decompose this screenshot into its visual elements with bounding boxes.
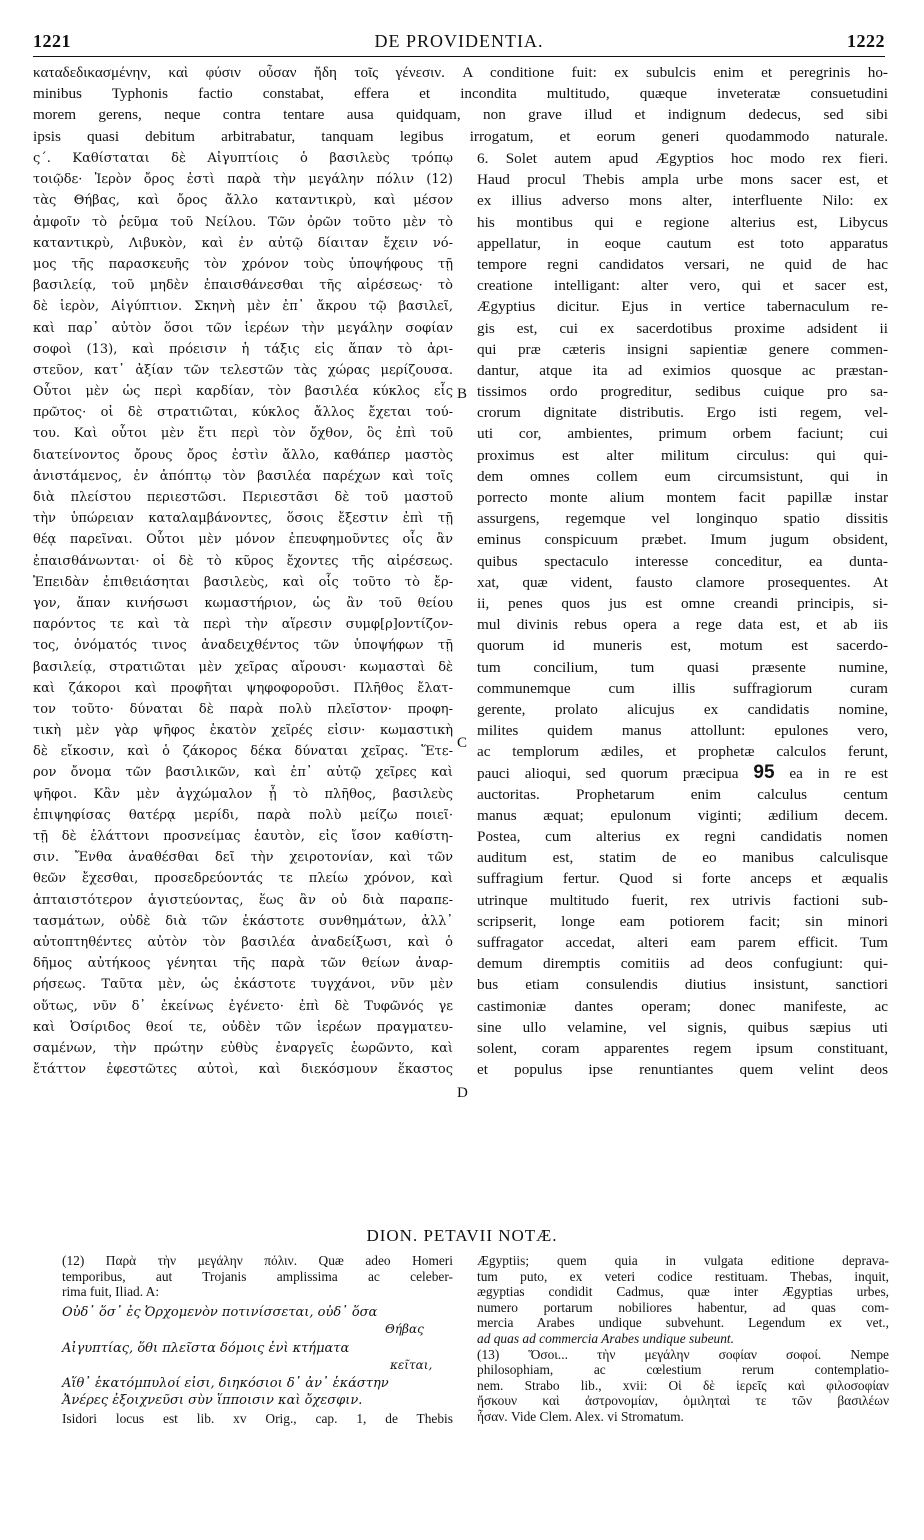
note-line: temporibus, aut Trojanis amplissima ac celeber- <box>62 1268 453 1284</box>
latin-line: mul divinis rebus opera a rege data est, et ab iis <box>477 616 888 634</box>
latin-line: suffragator accedat, alteri eam parem efficit. Tum <box>477 933 888 951</box>
latin-column <box>477 148 888 1080</box>
greek-line: δὲ ἱερὸν, Αἰγύπτιον. Σκηνὴ μὲν ἐπ᾽ ἄκρου τῷ βασιλεῖ, <box>33 299 453 315</box>
note-line: tum puto, ex veteri codice restituam. Thebas, inquit, <box>477 1268 889 1284</box>
latin-line: qui præ cæteris insigni sapientiæ genere commen- <box>477 340 888 358</box>
greek-line: ρον ὄνομα τῶν βασιλικῶν, καὶ ἐπ᾽ αὐτῷ χεῖρες καὶ <box>33 765 453 781</box>
page-header <box>33 31 885 55</box>
greek-line: τὴν ὑπώρειαν καταλαμβάνοντες, ὅσοις ἔξεστιν ἐπὶ τῇ <box>33 511 453 527</box>
note-line: ἤσκουν καὶ ἀστρονομίαν, ὁμιληταὶ τε τῶν βασιλέων <box>477 1393 889 1409</box>
greek-line: οὕτως, νῦν δ᾽ ἐκείνως ἐγένετο· ἐπὶ δὲ Τυφῶνός γε <box>33 998 453 1014</box>
greek-line: ἔτάττον ἐφεστῶτες αὐτοὶ, καὶ διεκόσμουν ἕκαστος <box>33 1062 453 1078</box>
running-title: DE PROVIDENTIA. <box>374 31 544 51</box>
greek-line: ψῆφοι. Κἂν μὲν ἀγχώμαλον ᾖ τὸ πλῆθος, βασιλεὺς <box>33 786 453 802</box>
latin-line: tum concilium, tum quasi præsente numine, <box>477 658 888 676</box>
note-line: Isidori locus est lib. xv Orig., cap. 1, de Thebis <box>62 1411 453 1426</box>
greek-line: σαμένων, τὴν πρώτην εὐθὺς ἐναργεῖς ἑωρῶντο, καὶ <box>33 1040 453 1056</box>
latin-line-tail: ea in re est <box>789 765 888 783</box>
notes-left-column <box>62 1253 453 1300</box>
latin-line: assurgens, regemque vel longinquo spatio dissitis <box>477 510 888 528</box>
note-line: nem. Strabo lib., xvii: Οἱ δὲ ἱερεῖς καὶ φιλοσοφίαν <box>477 1377 889 1393</box>
latin-line: gis est, cui ex sacerdotibus proxime adsident ii <box>477 319 888 337</box>
header-rule <box>33 56 885 57</box>
note-line: mercia Arabes undique subvehunt. Legendum ex vet., <box>477 1315 889 1331</box>
latin-line: auditum est, statim de eo manibus calculisque <box>477 849 888 867</box>
note-line: ἦσαν. Vide Clem. Alex. vi Stromatum. <box>477 1408 684 1424</box>
intro-line: minibus Typhonis factio constabat, effera et incondita multitudo, quæque inveteratæ consuetudini <box>33 85 888 103</box>
greek-line: Ἐπειδὰν ἐπιθειάσηται βασιλεὺς, καὶ οἷς τοῦτο τὸ ἔρ- <box>33 574 453 590</box>
latin-line: Postea, cum alterius ex regni candidatis nomen <box>477 828 888 845</box>
greek-line: διατείνοντος ὄρους ὄρος ἐστὶν ἄλλο, καθάπερ μαστὸς <box>33 447 453 463</box>
greek-line: του. Καὶ οὗτοι μὲν ἔτι περὶ τὸν ὄχθον, ὃς ἐπὶ τοῦ <box>33 426 453 442</box>
greek-line: τον τοῦτο· δύναται δὲ παρὰ πολὺ πλεῖστον· προφη- <box>33 701 453 717</box>
verse-continuation: Θήβας <box>385 1322 424 1336</box>
latin-line: gerente, prolato alicujus ex candidatis nomine, <box>477 700 888 718</box>
greek-line: τικὴ μὲν γὰρ ψῆφος ἑκατὸν χεῖρές εἰσιν· κωμαστικὴ <box>33 723 453 739</box>
greek-line: Οὗτοι μὲν ὡς περὶ καρδίαν, τὸν βασιλέα κύκλος εἷς <box>33 384 453 400</box>
latin-line: scripserit, longe eam potiorem facit; sin minori <box>477 912 888 930</box>
notes-title: DION. PETAVII NOTÆ. <box>366 1226 558 1245</box>
greek-line: σιν. Ἔνθα ἀναθέσθαι δεῖ τὴν χειροτονίαν, καὶ τῶν <box>33 850 453 866</box>
latin-line: bus etiam consulendis diutius insistunt, sanctiori <box>477 976 888 994</box>
greek-line: παρόντος τε καὶ τὰ περὶ τὴν αἵρεσιν συμφ[ρ]οντίζον- <box>33 617 453 633</box>
latin-line: appellatur, in eoque cautum est toto apparatus <box>477 234 888 252</box>
greek-line: τασμάτων, οὐδὲ διὰ τῶν ἑκάστοτε συνθημάτων, ἀλλ᾽ <box>33 913 453 929</box>
verse-line: Αἰγυπτίας, ὅθι πλεῖστα δόμοις ἐνὶ κτήματα <box>62 1341 350 1356</box>
greek-line: θεῶν ἔχεσθαι, προσεδρεύοντάς τε πλείω χρόνον, καὶ <box>33 871 453 887</box>
latin-line-text: pauci alioqui, sed quorum præcipua <box>477 765 739 783</box>
greek-line: δὲ εἴκοσιν, καὶ ὁ ζάκορος δέκα δύναται χεῖρας. Ἕτε- <box>33 744 453 760</box>
latin-line: tempore regni candidatos versari, ne quid de hac <box>477 255 888 273</box>
greek-line: τὰς Θήβας, καὶ ὄρος ἄλλο καταντικρὺ, καὶ μέσον <box>33 193 453 209</box>
latin-line: creatione intelligant: alter vero, qui et sacer est, <box>477 277 888 295</box>
latin-line: quibus spectaculo interesse conceditur, ea dunta- <box>477 552 888 570</box>
note-line: (12) Παρὰ τὴν μεγάλην πόλιν. Quæ adeo Homeri <box>62 1253 453 1268</box>
greek-line: καὶ ζάκοροι καὶ προφῆται ψηφοφοροῦσι. Πλῆθος ἔλατ- <box>33 680 453 696</box>
folio-marker: 95 <box>753 762 775 784</box>
greek-line: διὰ πλείστου περιεστῶσι. Περιεστᾶσι δὲ τοῦ μαστοῦ <box>33 490 453 505</box>
latin-line: uti cor, ambientes, primum orbem faciunt; cui <box>477 425 888 443</box>
intro-paragraph <box>33 62 888 147</box>
margin-letter-c: C <box>457 735 468 751</box>
intro-line: καταδεδικασμένην, καὶ φύσιν οὖσαν ἤδη τοῖς γένεσιν. A conditione fuit: ex subulcis enim et peregrinis ho- <box>33 64 888 81</box>
latin-line: 6. Solet autem apud Ægyptios hoc modo rex fieri. <box>477 150 888 167</box>
verse-continuation: κεῖται, <box>390 1358 433 1372</box>
latin-line: Haud procul Thebis ampla urbe mons sacer est, et <box>477 171 888 189</box>
greek-line: δῆμος αὐτήκοος γένηται τῆς παρὰ τῶν θείων ἀναρ- <box>33 956 453 972</box>
greek-line: τῇ δὲ ἐλάττονι προσνείμας ἑαυτὸν, εἰς ἴσον καθίστη- <box>33 829 453 844</box>
greek-line: βασιλείᾳ, στρατιῶται μὲν χεῖρας αἴρουσι· κωμασταὶ δὲ <box>33 659 453 675</box>
greek-line: μος τῆς παρασκευῆς τὸν χρόνον τοὺς ὑποψήφους τῇ <box>33 256 453 272</box>
latin-line: sine ullo velamine, vel signis, quibus sæpius uti <box>477 1018 888 1036</box>
margin-letter-d: D <box>457 1085 468 1101</box>
greek-column <box>33 148 453 1080</box>
greek-line: ἀνιστάμενος, ἐν ἀπόπτῳ τὸν βασιλέα παρέχων καὶ τοῖς <box>33 468 453 484</box>
latin-line: solent, coram apparentes regem ipsum constituant, <box>477 1039 888 1057</box>
note-line: ad quas ad commercia Arabes undique subeunt. <box>477 1330 734 1346</box>
latin-line: quorum id muneris est, motum est sacerdo- <box>477 637 888 655</box>
greek-line: βασιλείᾳ, τοῦ μηδὲν ἐπαισθάνεσθαι τῆς αἱρέσεως· τὸ <box>33 278 453 294</box>
greek-line: ς΄. Καθίσταται δὲ Αἰγυπτίοις ὁ βασιλεὺς τρόπῳ <box>33 151 453 166</box>
greek-line: ρήσεως. Ταῦτα μὲν, ὡς ἑκάστοτε τυγχάνοι, νῦν μὲν <box>33 977 453 993</box>
note-line: Ægyptiis; quem quia in vulgata editione deprava- <box>477 1253 889 1268</box>
note-line: ægyptias condidit Cadmus, quæ inter Ægyptias urbes, <box>477 1284 889 1300</box>
greek-line: αὐτοπτηθέντες αὐτὸν τὸν βασιλέα ἀναδείξωσι, καὶ ὁ <box>33 934 453 950</box>
latin-line: eminus conspicuum præbet. Imum jugum obsident, <box>477 531 888 549</box>
latin-line: tissimos ordo progreditur, sedibus cuique pro sa- <box>477 383 888 401</box>
latin-line: ii, penes quos jus est omne creandi principis, si- <box>477 594 888 612</box>
latin-line: suffragium fertur. Quod si forte anceps et æqualis <box>477 870 888 888</box>
latin-line: et populus ipse renuntiantes quem velint deos <box>477 1061 888 1079</box>
page-number-right: 1222 <box>847 31 885 51</box>
greek-line: γον, ἅπαν κινήσωσι κωμαστήριον, ὡς ἂν τοῦ θείου <box>33 595 453 611</box>
note-line: philosophiam, ac cœlestium rerum contemplatio- <box>477 1362 889 1378</box>
latin-line: proximus est alter militum circulus: qui qui- <box>477 446 888 464</box>
latin-line: manus æquat; epulonum viginti; ædilium decem. <box>477 806 888 824</box>
note-line: numero portarum nobiliores habentur, ad quas com- <box>477 1299 889 1315</box>
greek-line: τος, ὀνόματός τινος ἀναδειχθέντος τῶν ὑποψήφων τῇ <box>33 638 453 654</box>
greek-line: θέᾳ παρεῖναι. Οὗτοι μὲν μόνον ἐπευφημοῦντες οἷς ἂν <box>33 532 453 548</box>
greek-line: ἐπαισθάνωνται· οἱ δὲ τὸ κῦρος ἔχοντες τῆς αἱρέσεως. <box>33 553 453 569</box>
latin-line: dantur, atque ita ad eximios quosque ac præstan- <box>477 361 888 379</box>
latin-line: milites quidem manus attollunt: epulones vero, <box>477 722 888 740</box>
greek-line: σοφοὶ (13), καὶ πρόεισιν ἡ τάξις εἰς ἅπαν τὸ ἀρι- <box>33 341 453 357</box>
page-number-left: 1221 <box>33 31 71 51</box>
note-line: rima fuit, Iliad. A: <box>62 1284 160 1300</box>
latin-line: ac templorum ædiles, et prophetæ calculos ferunt, <box>477 743 888 761</box>
latin-line: Ægyptius dicitur. Ejus in vertice tabernaculum re- <box>477 298 888 316</box>
intro-line: morem gerens, neque contra tentare ausa quidquam, non grave illud et indignum dedecus, sed sibi <box>33 106 888 124</box>
latin-line: utrinque multitudo fuerit, rex utrivis factioni sub- <box>477 891 888 909</box>
latin-line: his montibus qui e regione alterius est, Libycus <box>477 213 888 231</box>
latin-line: demum diremptis comitiis ad deos confugiunt: qui- <box>477 955 888 973</box>
intro-line: ipsis quasi debitum arbitrabatur, tanquam legibus irrogatum, et eorum generi quodammodo naturale. <box>33 127 888 145</box>
latin-line: communemque cum illis suffragiorum curam <box>477 679 888 697</box>
greek-line: καὶ παρ᾽ αὐτὸν ὅσοι τῶν ἱερέων τὴν μεγάλην σοφίαν <box>33 320 453 336</box>
latin-line: dem omnes collem eum circumsistunt, qui in <box>477 467 888 485</box>
verse-line: Ἀνέρες ἐξοιχνεῦσι σὺν ἵπποισιν καὶ ὄχεσφιν. <box>62 1393 363 1408</box>
greek-line: ἀπταιστότερον ἁγιστεύοντας, ἕως ἂν οὐ διὰ παραπε- <box>33 892 453 908</box>
latin-line <box>477 762 888 783</box>
greek-line: τοιῷδε· Ἱερὸν ὄρος ἐστὶ παρὰ τὴν μεγάλην πόλιν (12) <box>33 172 453 188</box>
greek-line: στεῦον, κατ᾽ ἀξίαν τῶν τελεστῶν τὰς χώρας μερίζουσα. <box>33 362 453 378</box>
margin-letter-b: B <box>457 386 468 402</box>
note-line: (13) Ὅσοι... τὴν μεγάλην σοφίαν σοφοί. Nempe <box>477 1346 889 1362</box>
latin-line: porrecto monte alium montem facit papillæ instar <box>477 489 888 506</box>
notes-right-column <box>477 1253 889 1425</box>
verse-line: Οὐδ᾽ ὅσ᾽ ἐς Ὀρχομενὸν ποτινίσσεται, οὐδ᾽ ὅσα <box>62 1305 378 1320</box>
latin-line: xat, quæ vident, fausto clamore prosequentes. At <box>477 573 888 591</box>
greek-line: καταντικρὺ, Λιβυκὸν, καὶ ἐν αὐτῷ δίαιταν ἔχειν νό- <box>33 235 453 251</box>
latin-line: ex illius adverso mons alter, interfluente Nilo: ex <box>477 192 888 210</box>
latin-line: castimoniæ dantes operam; donec manifeste, ac <box>477 997 888 1015</box>
greek-line: ἀμφοῖν τὸ ῥεῦμα τοῦ Νείλου. Τῶν ὀρῶν τοῦτο μὲν τὸ <box>33 214 453 230</box>
greek-line: πρῶτος· οἱ δὲ στρατιῶται, κύκλος ἄλλος ἔχεται τού- <box>33 405 453 421</box>
greek-line: ἐπιψηφίσας θατέρᾳ μερίδι, παρὰ πολὺ μείζω ποιεῖ· <box>33 807 453 823</box>
latin-line: crorum dignitate distributis. Ergo isti regem, vel- <box>477 404 888 422</box>
latin-line: auctoritas. Prophetarum enim calculus centum <box>477 785 888 803</box>
verse-line: Αἵθ᾽ ἑκατόμπυλοί εἰσι, διηκόσιοι δ᾽ ἀν᾽ ἑκάστην <box>62 1376 389 1391</box>
greek-line: καὶ Ὀσίριδος θεοί τε, οὐδὲν τῶν ἱερέων πραγματευ- <box>33 1019 453 1035</box>
